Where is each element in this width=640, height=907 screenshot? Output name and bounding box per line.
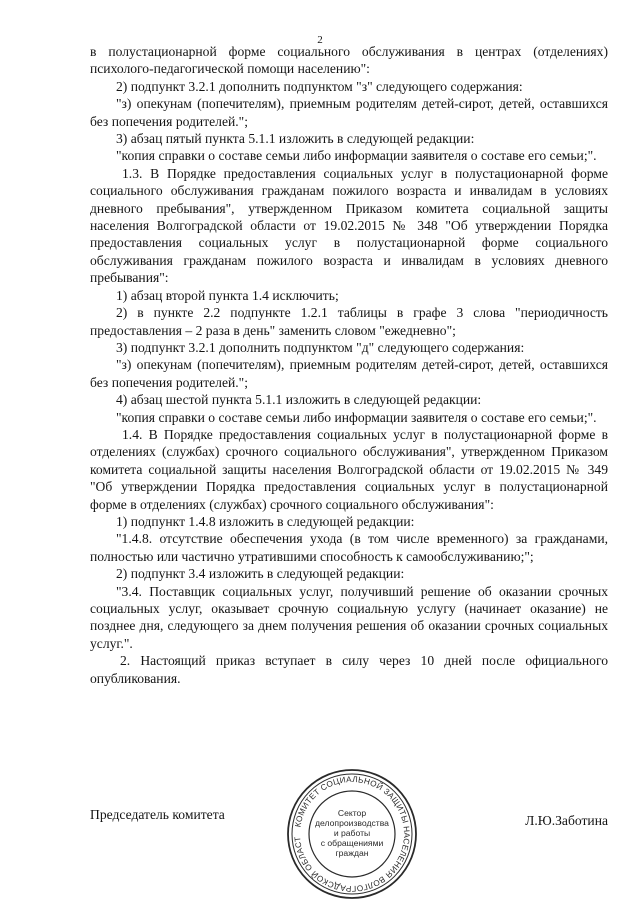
paragraph: 2) в пункте 2.2 подпункте 1.2.1 таблицы в графе 3 слова "периодичность предоставления – 2 раза в день" заменить словом "ежедневно"; — [90, 305, 608, 338]
paragraph: 2. Настоящий приказ вступает в силу через 10 дней после официального опубликования. — [90, 653, 608, 686]
paragraph: 3) подпункт 3.2.1 дополнить подпунктом "д" следующего содержания: — [116, 339, 525, 355]
paragraph: 1.3. В Порядке предоставления социальных услуг в полустационарной форме социального обслуживания гражданам пожилого возраста и инвалидам в условиях дневного пребывания", утвержденном Приказом комитета социальной защиты населения Волгоградской области от 19.02.2015 № 348 "Об утверждении Порядка предоставления социальных услуг в полустационарной форме социального обслуживания гражданам пожилого возраста и инвалидам в условиях дневного пребывания": — [90, 165, 608, 286]
paragraph: 2) подпункт 3.2.1 дополнить подпунктом "з" следующего содержания: — [116, 78, 523, 94]
paragraph: "з) опекунам (попечителям), приемным родителям детей-сирот, детей, оставшихся без попечения родителей."; — [90, 96, 608, 129]
paragraph: "1.4.8. отсутствие обеспечения ухода (в том числе временного) за гражданами, полностью или частично утратившими способность к самообслуживанию;"; — [90, 531, 608, 564]
stamp-center-line: граждан — [335, 848, 369, 858]
paragraph: "з) опекунам (попечителям), приемным родителям детей-сирот, детей, оставшихся без попечения родителей."; — [90, 357, 608, 390]
paragraph: 1) абзац второй пункта 1.4 исключить; — [116, 287, 339, 303]
paragraph: 1) подпункт 1.4.8 изложить в следующей редакции: — [116, 513, 415, 529]
paragraph: "3.4. Поставщик социальных услуг, получивший решение об оказании срочных социальных услуг, оказывает срочную социальную услугу (начинает оказание) не позднее дня, следующего за днем получения решения об оказании срочных социальных услуг.". — [90, 583, 608, 651]
stamp-seal — [284, 766, 420, 902]
paragraph: 1.4. В Порядке предоставления социальных услуг в полустационарной форме в отделениях (службах) срочного социального обслуживания", утвержденном Приказом комитета социальной защиты населения Волгоградской области от 19.02.2015 № 349 "Об утверждении Порядка предоставления социальных услуг в полустационарной форме в отделениях (службах) срочного социального обслуживания": — [90, 426, 608, 512]
stamp-center-line: и работы — [333, 828, 371, 838]
paragraph: "копия справки о составе семьи либо информации заявителя о составе его семьи;". — [116, 148, 597, 164]
stamp-ring-text: КОМИТЕТ СОЦИАЛЬНОЙ ЗАЩИТЫ НАСЕЛЕНИЯ ВОЛГОГРАДСКОЙ ОБЛАСТ — [293, 774, 412, 894]
paragraph: в полустационарной форме социального обслуживания в центрах (отделениях) психолого-педагогической помощи населению": — [90, 44, 608, 77]
page-number: 2 — [317, 34, 323, 46]
paragraph: 3) абзац пятый пункта 5.1.1 изложить в следующей редакции: — [116, 131, 475, 147]
paragraph: "копия справки о составе семьи либо информации заявителя о составе его семьи;". — [116, 409, 597, 425]
stamp-center-line: с обращениями — [320, 838, 384, 848]
official-stamp — [284, 766, 420, 902]
paragraph: 4) абзац шестой пункта 5.1.1 изложить в следующей редакции: — [116, 392, 482, 408]
signatory-position: Председатель комитета — [90, 807, 225, 822]
signatory-name: Л.Ю.Заботина — [525, 813, 608, 828]
paragraph: 2) подпункт 3.4 изложить в следующей редакции: — [116, 566, 405, 582]
stamp-center-line: делопроизводства — [315, 818, 389, 828]
stamp-center-line: Сектор — [337, 808, 367, 818]
document-body — [90, 43, 608, 687]
